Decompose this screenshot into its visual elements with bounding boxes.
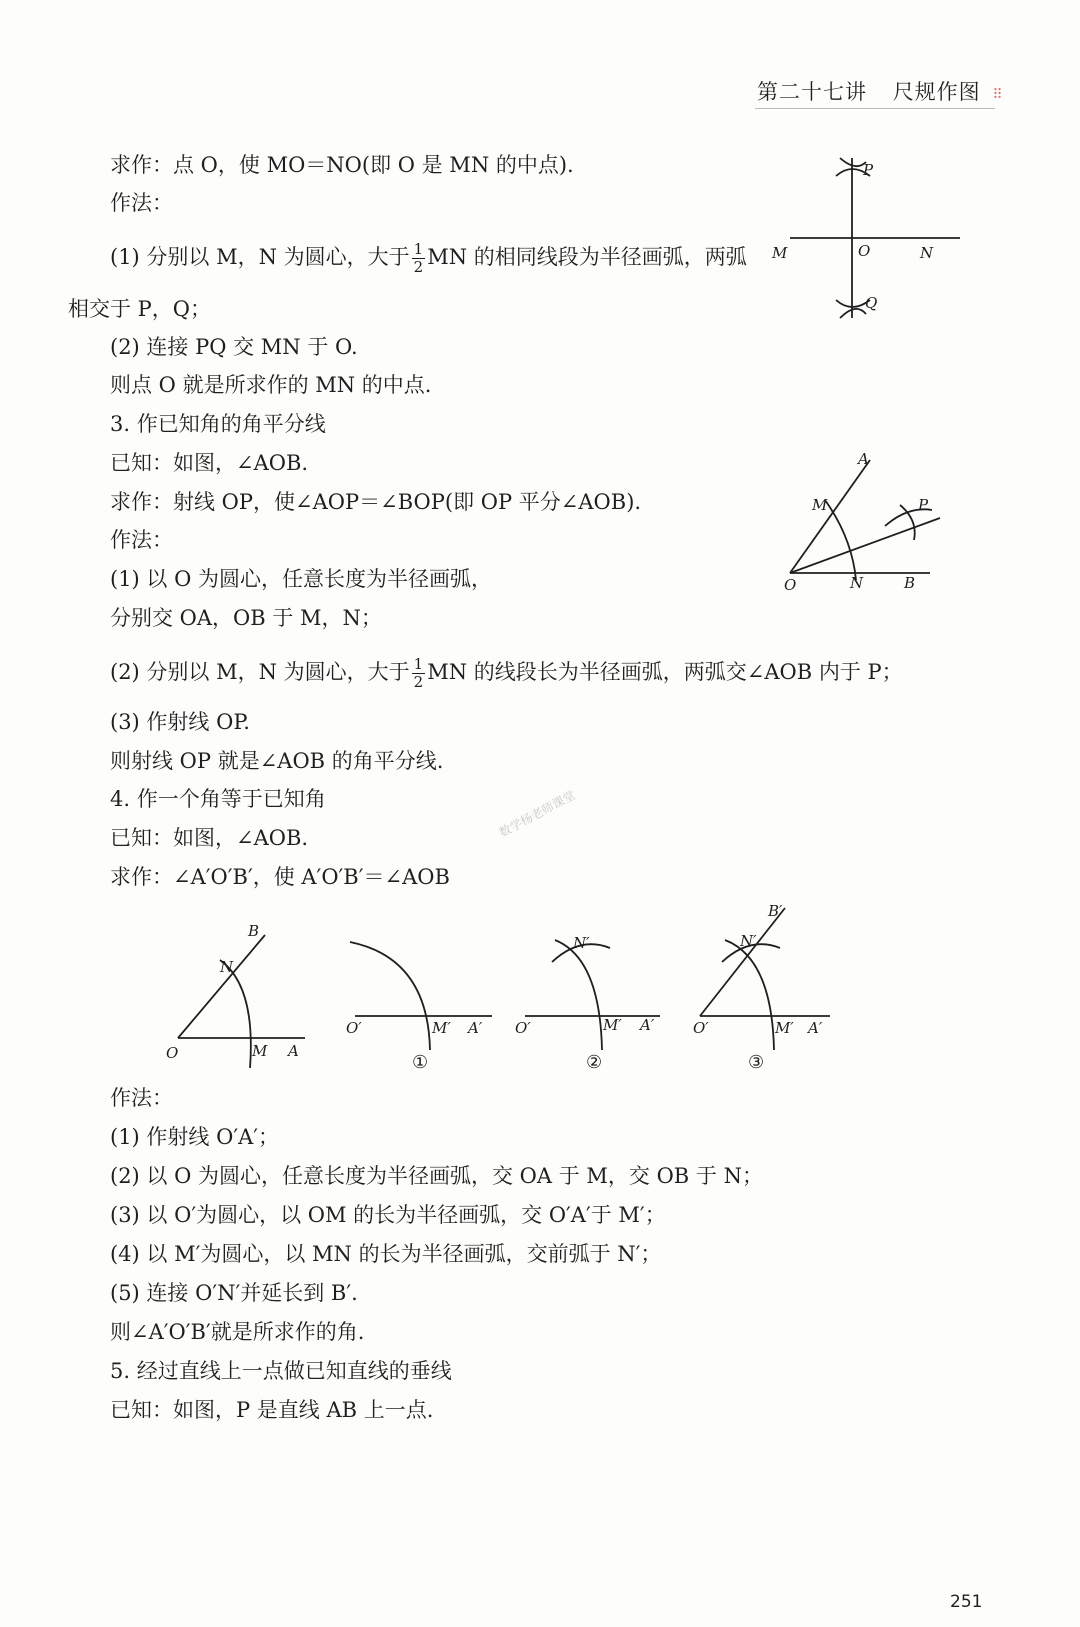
text-line: (5) 连接 O′N′并延长到 B′.: [110, 1281, 358, 1305]
label-o: O: [166, 1044, 179, 1062]
text-line: (1) 以 O 为圆心，任意长度为半径画弧，: [110, 567, 492, 591]
label-n: N: [850, 574, 864, 592]
text-line: (2) 以 O 为圆心，任意长度为半径画弧，交 OA 于 M，交 OB 于 N；: [110, 1164, 763, 1188]
arc-mn: [825, 500, 856, 580]
text-segment: MN 的线段长为半径画弧，两弧交∠AOB 内于 P；: [427, 660, 903, 684]
text-line: 则∠A′O′B′就是所求作的角.: [110, 1320, 365, 1344]
arc-bottom-2: [840, 309, 866, 318]
label-o: O: [784, 576, 797, 594]
header-mark: ⠿: [992, 87, 1004, 103]
text-line: 求作：∠A′O′B′，使 A′O′B′＝∠AOB: [110, 865, 450, 889]
label-p: P: [863, 161, 874, 179]
header-rule: [755, 108, 995, 109]
text-line: 作法：: [110, 528, 173, 552]
text-segment: (2) 分别以 M，N 为圆心，大于: [110, 660, 410, 684]
fraction-numerator: 1: [413, 655, 424, 673]
fraction-denominator: 2: [413, 258, 424, 276]
label-o: O: [858, 242, 871, 260]
step-label: ②: [586, 1052, 603, 1073]
fraction-denominator: 2: [413, 673, 424, 691]
ray-oa: [790, 460, 870, 573]
text-line: 分别交 OA，OB 于 M，N；: [110, 606, 382, 630]
text-line: 则点 O 就是所求作的 MN 的中点.: [110, 373, 432, 397]
text-line: 已知：如图，P 是直线 AB 上一点.: [110, 1398, 434, 1422]
section-heading: 5. 经过直线上一点做已知直线的垂线: [110, 1359, 452, 1383]
text-line: 则射线 OP 就是∠AOB 的角平分线.: [110, 749, 444, 773]
label-m2: M′: [603, 1016, 622, 1034]
page-number: 251: [950, 1592, 983, 1612]
arc-step2: [555, 940, 602, 1050]
label-m1: M′: [432, 1019, 451, 1037]
figure-angle-bisector: [784, 450, 970, 594]
label-m: M: [252, 1042, 268, 1060]
arc-mn: [220, 960, 251, 1068]
text-line: (2) 连接 PQ 交 MN 于 O.: [110, 335, 358, 359]
text-segment: (1) 分别以 M，N 为圆心，大于: [110, 245, 410, 269]
ray-o3b3: [700, 908, 785, 1016]
watermark: 数学杨老师课堂: [496, 788, 578, 840]
label-o3: O′: [693, 1019, 709, 1037]
text-line: (4) 以 M′为圆心，以 MN 的长为半径画弧，交前弧于 N′；: [110, 1242, 662, 1266]
chapter-label: 第二十七讲: [757, 80, 867, 104]
section-heading: 4. 作一个角等于已知角: [110, 787, 326, 811]
running-header: [757, 76, 1004, 106]
label-a: A: [858, 450, 869, 468]
text-line: (3) 作射线 OP.: [110, 710, 250, 734]
chapter-title: 尺规作图: [892, 80, 981, 104]
label-n3: N′: [740, 932, 757, 950]
text-line: 求作：点 O，使 MO＝NO(即 O 是 MN 的中点).: [110, 153, 574, 177]
fraction-half: [412, 241, 426, 276]
label-n: N: [920, 244, 934, 262]
ray-op: [790, 518, 940, 573]
text-line: 求作：射线 OP，使∠AOP＝∠BOP(即 OP 平分∠AOB).: [110, 490, 642, 514]
label-a: A: [288, 1042, 299, 1060]
label-a3: A′: [808, 1019, 823, 1037]
fraction-half: [412, 656, 426, 691]
label-b3: B′: [768, 902, 783, 920]
label-p: P: [918, 496, 929, 514]
text-line: [110, 656, 903, 691]
label-m3: M′: [775, 1019, 794, 1037]
arc-step3: [725, 940, 774, 1050]
text-line: (3) 以 O′为圆心，以 OM 的长为半径画弧，交 O′A′于 M′；: [110, 1203, 666, 1227]
text-line: [110, 241, 747, 276]
label-m: M: [772, 244, 788, 262]
label-a2: A′: [640, 1016, 655, 1034]
label-q: Q: [865, 294, 878, 312]
fraction-numerator: 1: [413, 240, 424, 258]
figure-perpendicular-bisector: [770, 150, 970, 330]
label-b: B: [904, 574, 916, 592]
label-a1: A′: [468, 1019, 483, 1037]
label-n2: N′: [573, 934, 590, 952]
text-line: 作法：: [110, 1086, 173, 1110]
step-label: ①: [412, 1052, 429, 1073]
text-line: 已知：如图，∠AOB.: [110, 451, 309, 475]
text-line: 相交于 P，Q；: [68, 297, 212, 321]
label-b: B: [248, 922, 260, 940]
figure-copy-angle: [160, 900, 860, 1090]
ray-ob: [178, 935, 265, 1038]
section-heading: 3. 作已知角的角平分线: [110, 412, 326, 436]
text-line: 已知：如图，∠AOB.: [110, 826, 309, 850]
label-n: N: [220, 958, 234, 976]
text-line: (1) 作射线 O′A′；: [110, 1125, 280, 1149]
step-label: ③: [748, 1052, 765, 1073]
label-m: M: [812, 496, 828, 514]
text-line: 作法：: [110, 191, 173, 215]
arc-step1: [350, 942, 430, 1050]
label-o1: O′: [346, 1019, 362, 1037]
text-segment: MN 的相同线段为半径画弧，两弧: [427, 245, 747, 269]
label-o2: O′: [515, 1019, 531, 1037]
